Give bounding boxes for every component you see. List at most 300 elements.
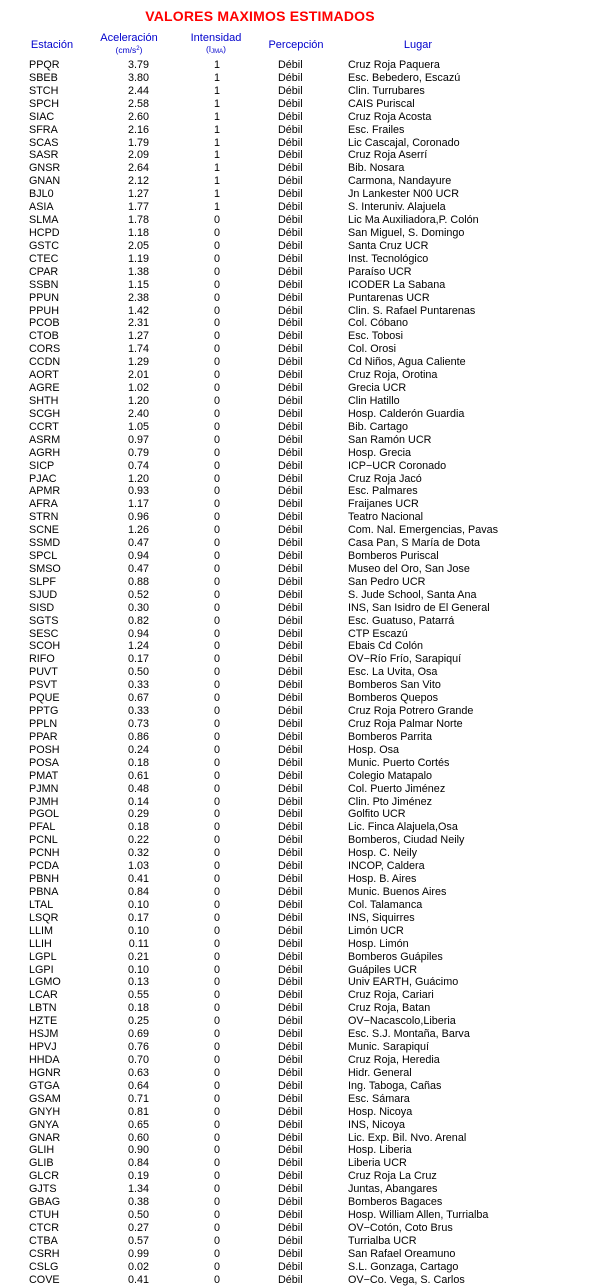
place-name: Cruz Roja La Cruz: [348, 1170, 437, 1183]
perception-value: Débil: [278, 898, 303, 911]
intensity-value: 0: [213, 252, 220, 265]
acceleration-value: 0.94: [127, 627, 149, 640]
acceleration-value: 2.16: [127, 123, 149, 136]
station-code: SCGH: [29, 407, 61, 420]
intensity-value: 0: [213, 1092, 220, 1105]
acceleration-value: 0.57: [127, 1234, 149, 1247]
perception-value: Débil: [278, 485, 303, 498]
acceleration-value: 0.79: [127, 446, 149, 459]
perception-value: Débil: [278, 162, 303, 175]
perception-value: Débil: [278, 1157, 303, 1170]
table-row: [0, 666, 590, 679]
place-name: Cd Niños, Agua Caliente: [348, 356, 466, 369]
station-code: PPLN: [29, 718, 58, 731]
table-row: [0, 330, 590, 343]
header-aceleracion: [86, 33, 172, 56]
intensity-value: 1: [213, 136, 220, 149]
station-code: SESC: [29, 627, 59, 640]
acceleration-value: 0.97: [127, 433, 149, 446]
place-name: Clin. Pto Jiménez: [348, 795, 433, 808]
intensity-value: 1: [213, 84, 220, 97]
table-row: [0, 912, 590, 925]
intensity-value: 0: [213, 265, 220, 278]
perception-value: Débil: [278, 175, 303, 188]
perception-value: Débil: [278, 369, 303, 382]
table-row: [0, 1106, 590, 1119]
station-code: HGNR: [29, 1066, 61, 1079]
station-code: AORT: [29, 369, 59, 382]
table-row: [0, 602, 590, 615]
acceleration-value: 0.19: [127, 1170, 149, 1183]
intensity-value: 0: [213, 1170, 220, 1183]
table-row: [0, 421, 590, 434]
acceleration-value: 1.78: [127, 214, 149, 227]
station-code: GTGA: [29, 1079, 60, 1092]
perception-value: Débil: [278, 214, 303, 227]
perception-value: Débil: [278, 265, 303, 278]
intensity-value: 0: [213, 950, 220, 963]
place-name: San Miguel, S. Domingo: [348, 226, 465, 239]
place-name: Cruz Roja, Heredia: [348, 1053, 440, 1066]
intensity-value: 0: [213, 278, 220, 291]
header-lugar: Lugar: [403, 39, 433, 51]
table-row: [0, 1028, 590, 1041]
acceleration-value: 0.10: [127, 898, 149, 911]
place-name: Hosp. Limón: [348, 937, 409, 950]
table-row: [0, 731, 590, 744]
intensity-value: 0: [213, 653, 220, 666]
station-code: LSQR: [29, 911, 59, 924]
station-code: GSAM: [29, 1092, 61, 1105]
table-row: [0, 253, 590, 266]
place-name: Esc. Sámara: [348, 1092, 410, 1105]
perception-value: Débil: [278, 756, 303, 769]
intensity-value: 1: [213, 149, 220, 162]
perception-value: Débil: [278, 963, 303, 976]
station-code: RIFO: [29, 653, 55, 666]
table-row: [0, 550, 590, 563]
station-code: CTEC: [29, 252, 59, 265]
acceleration-value: 1.20: [127, 394, 149, 407]
perception-value: Débil: [278, 524, 303, 537]
acceleration-value: 1.27: [127, 330, 149, 343]
intensity-value: 0: [213, 1066, 220, 1079]
place-name: San Rafael Oreamuno: [348, 1247, 456, 1260]
acceleration-value: 0.70: [127, 1053, 149, 1066]
intensity-value: 1: [213, 97, 220, 110]
acceleration-value: 0.47: [127, 562, 149, 575]
acceleration-value: 1.17: [127, 498, 149, 511]
table-row: [0, 640, 590, 653]
acceleration-value: 0.25: [127, 1015, 149, 1028]
acceleration-value: 1.29: [127, 356, 149, 369]
place-name: Turrialba UCR: [348, 1234, 417, 1247]
perception-value: Débil: [278, 110, 303, 123]
place-name: Lic. Finca Alajuela,Osa: [348, 821, 458, 834]
place-name: INS, Nicoya: [348, 1118, 405, 1131]
place-name: Clin. S. Rafael Puntarenas: [348, 304, 476, 317]
intensity-value: 1: [213, 201, 220, 214]
perception-value: Débil: [278, 252, 303, 265]
acceleration-value: 0.33: [127, 679, 149, 692]
intensity-value: 0: [213, 1247, 220, 1260]
intensity-value: 0: [213, 1183, 220, 1196]
acceleration-value: 1.19: [127, 252, 149, 265]
acceleration-value: 0.86: [127, 730, 149, 743]
station-code: PJAC: [29, 472, 57, 485]
station-code: PPUN: [29, 291, 59, 304]
place-name: Col. Cóbano: [348, 317, 409, 330]
intensity-value: 0: [213, 369, 220, 382]
table-row: [0, 227, 590, 240]
table-row: [0, 149, 590, 162]
table-row: [0, 356, 590, 369]
place-name: Bomberos Puriscal: [348, 550, 439, 563]
place-name: Cruz Roja, Orotina: [348, 369, 438, 382]
table-row: [0, 563, 590, 576]
station-code: SCOH: [29, 640, 61, 653]
station-code: PPQR: [29, 59, 60, 71]
acceleration-value: 0.64: [127, 1079, 149, 1092]
place-name: San Ramón UCR: [348, 433, 432, 446]
station-code: COVE: [29, 1273, 60, 1286]
place-name: Hosp. Osa: [348, 743, 400, 756]
perception-value: Débil: [278, 59, 303, 71]
perception-value: Débil: [278, 304, 303, 317]
station-code: GNAR: [29, 1131, 61, 1144]
acceleration-value: 2.05: [127, 239, 149, 252]
perception-value: Débil: [278, 666, 303, 679]
station-code: STCH: [29, 84, 59, 97]
table-row: [0, 1132, 590, 1145]
table-row: [0, 188, 590, 201]
table-row: [0, 1248, 590, 1261]
acceleration-value: 0.10: [127, 963, 149, 976]
intensity-value: 0: [213, 601, 220, 614]
station-code: SCNE: [29, 524, 59, 537]
acceleration-value: 0.32: [127, 847, 149, 860]
acceleration-value: 1.02: [127, 382, 149, 395]
intensity-value: 0: [213, 304, 220, 317]
station-code: CTUH: [29, 1209, 59, 1222]
table-row: [0, 240, 590, 253]
perception-value: Débil: [278, 860, 303, 873]
station-code: SPCH: [29, 97, 59, 110]
acceleration-value: 0.24: [127, 743, 149, 756]
intensity-value: 0: [213, 420, 220, 433]
table-row: [0, 1144, 590, 1157]
perception-value: Débil: [278, 201, 303, 214]
table-row: [0, 783, 590, 796]
place-name: Clin. Turrubares: [348, 84, 425, 97]
intensity-value: 0: [213, 898, 220, 911]
table-row: [0, 447, 590, 460]
station-code: PFAL: [29, 821, 56, 834]
place-name: CTP Escazú: [348, 627, 408, 640]
intensity-value: 1: [213, 110, 220, 123]
station-code: CSRH: [29, 1247, 60, 1260]
perception-value: Débil: [278, 588, 303, 601]
perception-value: Débil: [278, 614, 303, 627]
acceleration-value: 1.74: [127, 343, 149, 356]
perception-value: Débil: [278, 730, 303, 743]
perception-value: Débil: [278, 537, 303, 550]
station-code: AGRE: [29, 382, 60, 395]
station-code: PPTG: [29, 705, 59, 718]
station-table: [0, 59, 590, 1287]
intensity-value: 0: [213, 588, 220, 601]
header-aceleracion-unit: [86, 44, 172, 56]
perception-value: Débil: [278, 84, 303, 97]
acceleration-value: 1.03: [127, 860, 149, 873]
station-code: CORS: [29, 343, 61, 356]
place-name: Col. Orosi: [348, 343, 396, 356]
intensity-value: 0: [213, 937, 220, 950]
acceleration-value: 2.31: [127, 317, 149, 330]
intensity-value: 0: [213, 382, 220, 395]
intensity-value: 0: [213, 524, 220, 537]
intensity-value: 0: [213, 1131, 220, 1144]
table-row: [0, 989, 590, 1002]
intensity-value: 0: [213, 1144, 220, 1157]
acceleration-value: 0.33: [127, 705, 149, 718]
place-name: Hidr. General: [348, 1066, 412, 1079]
intensity-value: 0: [213, 730, 220, 743]
acceleration-value: 0.38: [127, 1196, 149, 1209]
perception-value: Débil: [278, 433, 303, 446]
station-code: LLIM: [29, 924, 54, 937]
acceleration-value: 0.71: [127, 1092, 149, 1105]
acceleration-value: 0.55: [127, 989, 149, 1002]
intensity-value: 0: [213, 472, 220, 485]
intensity-value: 0: [213, 1002, 220, 1015]
table-row: [0, 1235, 590, 1248]
intensity-value: 0: [213, 1260, 220, 1273]
perception-value: Débil: [278, 692, 303, 705]
intensity-value: 0: [213, 860, 220, 873]
table-row: [0, 692, 590, 705]
table-row: [0, 1015, 590, 1028]
perception-value: Débil: [278, 1041, 303, 1054]
acceleration-value: 3.80: [127, 71, 149, 84]
intensity-value: 0: [213, 291, 220, 304]
acceleration-value: 1.77: [127, 201, 149, 214]
acceleration-value: 1.05: [127, 420, 149, 433]
place-name: Munic. Puerto Cortés: [348, 756, 450, 769]
unit-sup: 2: [136, 46, 140, 52]
place-name: Bomberos San Vito: [348, 679, 441, 692]
station-code: GLCR: [29, 1170, 59, 1183]
station-code: SSMD: [29, 537, 61, 550]
acceleration-value: 1.38: [127, 265, 149, 278]
perception-value: Débil: [278, 808, 303, 821]
acceleration-value: 1.79: [127, 136, 149, 149]
perception-value: Débil: [278, 1131, 303, 1144]
table-row: [0, 860, 590, 873]
perception-value: Débil: [278, 356, 303, 369]
station-code: HCPD: [29, 226, 60, 239]
station-code: SGTS: [29, 614, 59, 627]
station-code: PJMN: [29, 782, 59, 795]
station-code: SISD: [29, 601, 55, 614]
place-name: Lic Ma Auxiliadora,P. Colón: [348, 214, 479, 227]
table-row: [0, 317, 590, 330]
intensity-value: 0: [213, 614, 220, 627]
intensity-value: 0: [213, 743, 220, 756]
perception-value: Débil: [278, 821, 303, 834]
intensity-value: 0: [213, 1273, 220, 1286]
acceleration-value: 2.38: [127, 291, 149, 304]
table-row: [0, 305, 590, 318]
station-code: PCNL: [29, 834, 58, 847]
perception-value: Débil: [278, 653, 303, 666]
intensity-value: 0: [213, 485, 220, 498]
table-row: [0, 718, 590, 731]
acceleration-value: 0.60: [127, 1131, 149, 1144]
header-aceleracion-label: Aceleración: [100, 32, 158, 44]
place-name: Hosp. Grecia: [348, 446, 412, 459]
acceleration-value: 0.17: [127, 653, 149, 666]
station-code: GBAG: [29, 1196, 61, 1209]
table-row: [0, 382, 590, 395]
perception-value: Débil: [278, 420, 303, 433]
place-name: ICP−UCR Coronado: [348, 459, 447, 472]
place-name: Hosp. William Allen, Turrialba: [348, 1209, 489, 1222]
station-code: HHDA: [29, 1053, 60, 1066]
acceleration-value: 0.18: [127, 821, 149, 834]
station-code: PBNH: [29, 873, 59, 886]
intensity-value: 0: [213, 808, 220, 821]
intensity-value: 0: [213, 924, 220, 937]
place-name: Puntarenas UCR: [348, 291, 430, 304]
perception-value: Débil: [278, 123, 303, 136]
place-name: Munic. Sarapiquí: [348, 1041, 430, 1054]
station-code: SMSO: [29, 562, 61, 575]
place-name: OV−Río Frío, Sarapiquí: [348, 653, 462, 666]
perception-value: Débil: [278, 343, 303, 356]
intensity-value: 0: [213, 640, 220, 653]
intensity-value: 0: [213, 459, 220, 472]
table-row: [0, 1222, 590, 1235]
station-code: HSJM: [29, 1028, 59, 1041]
place-name: ICODER La Sabana: [348, 278, 446, 291]
acceleration-value: 0.99: [127, 1247, 149, 1260]
perception-value: Débil: [278, 743, 303, 756]
table-row: [0, 408, 590, 421]
intensity-value: 0: [213, 1209, 220, 1222]
intensity-value: 0: [213, 1234, 220, 1247]
place-name: Cruz Roja, Cariari: [348, 989, 434, 1002]
page-title: VALORES MAXIMOS ESTIMADOS: [145, 8, 375, 24]
intensity-value: 0: [213, 498, 220, 511]
table-row: [0, 111, 590, 124]
perception-value: Débil: [278, 149, 303, 162]
perception-value: Débil: [278, 795, 303, 808]
table-row: [0, 1041, 590, 1054]
perception-value: Débil: [278, 498, 303, 511]
perception-value: Débil: [278, 446, 303, 459]
table-row: [0, 821, 590, 834]
table-row: [0, 72, 590, 85]
perception-value: Débil: [278, 782, 303, 795]
perception-value: Débil: [278, 1079, 303, 1092]
intensity-value: 0: [213, 976, 220, 989]
station-code: APMR: [29, 485, 61, 498]
perception-value: Débil: [278, 1209, 303, 1222]
table-row: [0, 1093, 590, 1106]
acceleration-value: 0.84: [127, 1157, 149, 1170]
station-code: GJTS: [29, 1183, 57, 1196]
intensity-value: 0: [213, 550, 220, 563]
station-code: CCRT: [29, 420, 59, 433]
intensity-value: 0: [213, 692, 220, 705]
station-code: SASR: [29, 149, 59, 162]
table-row: [0, 653, 590, 666]
station-code: PMAT: [29, 769, 59, 782]
perception-value: Débil: [278, 278, 303, 291]
intensity-value: 0: [213, 575, 220, 588]
acceleration-value: 0.41: [127, 873, 149, 886]
place-name: Carmona, Nandayure: [348, 175, 452, 188]
station-code: SBEB: [29, 71, 58, 84]
place-name: CAIS Puriscal: [348, 97, 415, 110]
acceleration-value: 0.65: [127, 1118, 149, 1131]
place-name: Ebais Cd Colón: [348, 640, 424, 653]
station-code: LGPI: [29, 963, 54, 976]
intensity-value: 0: [213, 226, 220, 239]
place-name: Paraíso UCR: [348, 265, 412, 278]
acceleration-value: 1.18: [127, 226, 149, 239]
table-row: [0, 1080, 590, 1093]
table-row: [0, 485, 590, 498]
station-code: LTAL: [29, 898, 54, 911]
station-code: SLMA: [29, 214, 59, 227]
acceleration-value: 1.42: [127, 304, 149, 317]
intensity-value: 0: [213, 911, 220, 924]
intensity-value: 0: [213, 1028, 220, 1041]
table-row: [0, 1196, 590, 1209]
station-code: SHTH: [29, 394, 59, 407]
station-code: GLIB: [29, 1157, 54, 1170]
station-code: SFRA: [29, 123, 58, 136]
acceleration-value: 0.52: [127, 588, 149, 601]
header-estacion: Estación: [30, 39, 74, 51]
perception-value: Débil: [278, 1183, 303, 1196]
perception-value: Débil: [278, 937, 303, 950]
place-name: Bomberos Quepos: [348, 692, 439, 705]
place-name: Cruz Roja, Batan: [348, 1002, 431, 1015]
table-row: [0, 808, 590, 821]
intensity-value: 0: [213, 769, 220, 782]
perception-value: Débil: [278, 97, 303, 110]
station-code: CTBA: [29, 1234, 58, 1247]
intensity-value: 0: [213, 1196, 220, 1209]
perception-value: Débil: [278, 1247, 303, 1260]
place-name: Bomberos Bagaces: [348, 1196, 443, 1209]
intensity-value: 1: [213, 123, 220, 136]
perception-value: Débil: [278, 1170, 303, 1183]
table-row: [0, 1209, 590, 1222]
perception-value: Débil: [278, 394, 303, 407]
place-name: Cruz Roja Jacó: [348, 472, 422, 485]
acceleration-value: 0.22: [127, 834, 149, 847]
intensity-value: 0: [213, 562, 220, 575]
intensity-value: 0: [213, 1221, 220, 1234]
table-row: [0, 175, 590, 188]
intensity-value: 0: [213, 317, 220, 330]
intensity-value: 0: [213, 239, 220, 252]
station-code: SLPF: [29, 575, 57, 588]
